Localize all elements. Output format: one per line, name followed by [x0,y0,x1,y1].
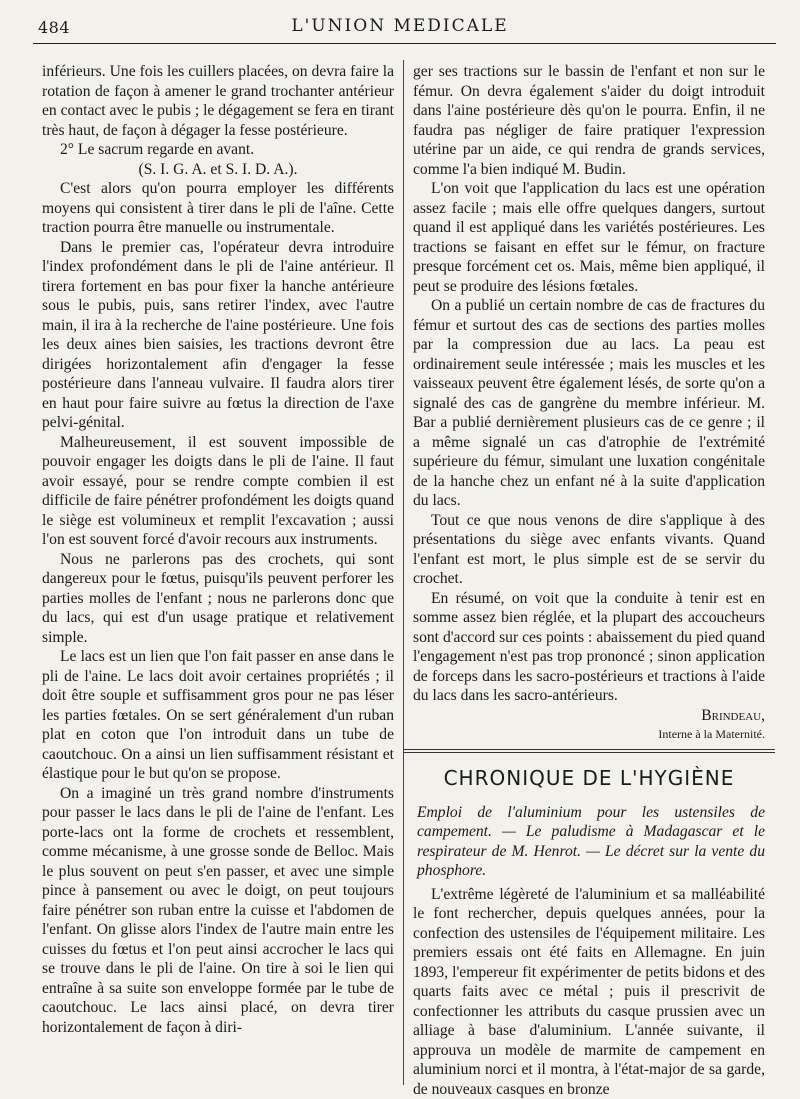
paragraph: Tout ce que nous venons de dire s'applique à des présentations du siège avec enfants vivants. Quand l'enfant est mort, le plus simple est de se servir du crochet. [413,511,765,589]
paragraph: Dans le premier cas, l'opérateur devra introduire l'index profondément dans le pli de l'aine antérieur. Il tirera fortement en bas pour fixer la hanche antérieure sous le pubis, puis, sans retirer l'index, avec l'autre main, il ira à la recherche de l'aine postérieure. Une fois les deux aines bien saisies, les tractions devront être dirigées horizontalement afin d'engager la fesse postérieure dans l'anneau vulvaire. Il faudra alors tirer en haut pour faire suivre au fœtus la direction de l'axe pelvi-génital. [42,238,394,433]
header-rule [33,43,776,44]
author-signature: Brindeau, [413,706,765,726]
page-header [0,0,800,48]
paragraph: ger ses tractions sur le bassin de l'enfant et non sur le fémur. On devra également s'aider du doigt introduit dans l'aine postérieure dès qu'on le pourra. Enfin, il ne faudra pas négliger de faire pratiquer l'expression utérine par un aide, ce qui rendra de grands services, comme l'a bien indiqué M. Budin. [413,62,765,179]
paragraph-centered: (S. I. G. A. et S. I. D. A.). [42,160,394,180]
paragraph: 2° Le sacrum regarde en avant. [42,140,394,160]
column-divider [403,60,404,1085]
paragraph: Nous ne parlerons pas des crochets, qui sont dangereux pour le fœtus, puisqu'ils peuvent perforer les parties molles de l'enfant ; nous ne parlerons donc que du lacs, qui est d'un usage pratique et relativement simple. [42,550,394,648]
left-column [42,62,394,1037]
paragraph: On a publié un certain nombre de cas de fractures du fémur et surtout des cas de sections des parties molles par la compression due au lacs. La peau est ordinairement seule intéressée ; mais les muscles et les vaisseaux peuvent être également lésés, de sorte qu'on a signalé des cas de gangrène du membre inférieur. M. Bar a publié dernièrement plusieurs cas de ce genre ; il a même signalé un cas d'atrophie de l'extrémité supérieure du fémur, simulant une luxation congénitale de la hanche chez un enfant né à la suite d'application du lacs. [413,296,765,511]
right-column [413,62,765,1099]
paragraph: L'extrême légèreté de l'aluminium et sa malléabilité le font rechercher, depuis quelques années, pour la confection des ustensiles de l'équipement militaire. Les premiers essais ont été faits en Allemagne. En juin 1893, l'empereur fit expérimenter de petits bidons et des quarts faits avec ce métal ; puis il prescrivit de confectionner les attributs du casque prussien avec un alliage à base d'aluminium. L'année suivante, il approuva un modèle de marmite de campement en aluminium norci et il montra, à l'état-major de sa garde, de nouveaux casques en bronze [413,885,765,1099]
paragraph: C'est alors qu'on pourra employer les différents moyens qui consistent à tirer dans le pli de l'aîne. Cette traction pourra être manuelle ou instrumentale. [42,179,394,238]
section-title: CHRONIQUE DE L'HYGIÈNE [413,769,765,789]
paragraph: L'on voit que l'application du lacs est une opération assez facile ; mais elle offre quelques dangers, surtout quand il est appliqué dans les variétés postérieures. Les tractions se faisant en effet sur le fémur, on fracture presque forcément cet os. Mais, même bien appliqué, il peut se produire des lésions fœtales. [413,179,765,296]
paragraph: Le lacs est un lien que l'on fait passer en anse dans le pli de l'aine. Le lacs doit avoir certaines propriétés ; il doit être souple et suffisamment gros pour ne pas léser les parties fœtales. On se sert généralement d'un ruban plat en coton que l'on introduit dans un tube de caoutchouc. On a ainsi un lien suffisamment résistant et élastique pour le but qu'on se propose. [42,647,394,784]
author-role: Interne à la Maternité. [413,727,765,741]
section-summary: Emploi de l'aluminium pour les ustensiles de campement. — Le paludisme à Madagascar et le respirateur de M. Henrot. — Le décret sur la vente du phosphore. [413,803,765,881]
journal-title: L'UNION MEDICALE [0,16,800,36]
paragraph: Malheureusement, il est souvent impossible de pouvoir engager les doigts dans le pli de l'aine. Il faut avoir essayé, pour se rendre compte combien il est difficile de faire pénétrer profondément les doigts quand le siège est volumineux et remplit l'excavation ; aussi l'on est souvent forcé d'avoir recours aux instruments. [42,433,394,550]
section-rule [403,749,775,750]
section-rule [403,752,775,753]
paragraph: inférieurs. Une fois les cuillers placées, on devra faire la rotation de façon à amener le grand trochanter antérieur en contact avec le pubis ; le dégagement se fera en tirant très haut, de façon à dégager la fesse postérieure. [42,62,394,140]
page-number: 484 [38,18,70,37]
paragraph: On a imaginé un très grand nombre d'instruments pour passer le lacs dans le pli de l'aine de l'enfant. Les porte-lacs ont la forme de crochets et ressemblent, comme mécanisme, à une grosse sonde de Belloc. Mais le plus souvent on peut s'en passer, et avec une simple pince à pansement ou avec le doigt, on peut toujours faire pénétrer son ruban entre la cuisse et l'abdomen de l'enfant. On glisse alors l'index de l'autre main entre les cuisses du fœtus et l'on peut ainsi accrocher le lacs qui se trouve dans le pli de l'aine. On tire à soi le lien qui entraîne à sa suite son enveloppe formée par le tube de caoutchouc. Le lacs ainsi placé, on devra tirer horizontalement de façon à diri- [42,784,394,1038]
paragraph: En résumé, on voit que la conduite à tenir est en somme assez bien réglée, et la plupart des accoucheurs sont d'accord sur ces points : abaissement du pied quand l'engagement n'est pas trop prononcé ; sinon application de forceps dans les sacro-postérieurs et tractions à l'aide du lacs dans les sacro-antérieurs. [413,589,765,706]
